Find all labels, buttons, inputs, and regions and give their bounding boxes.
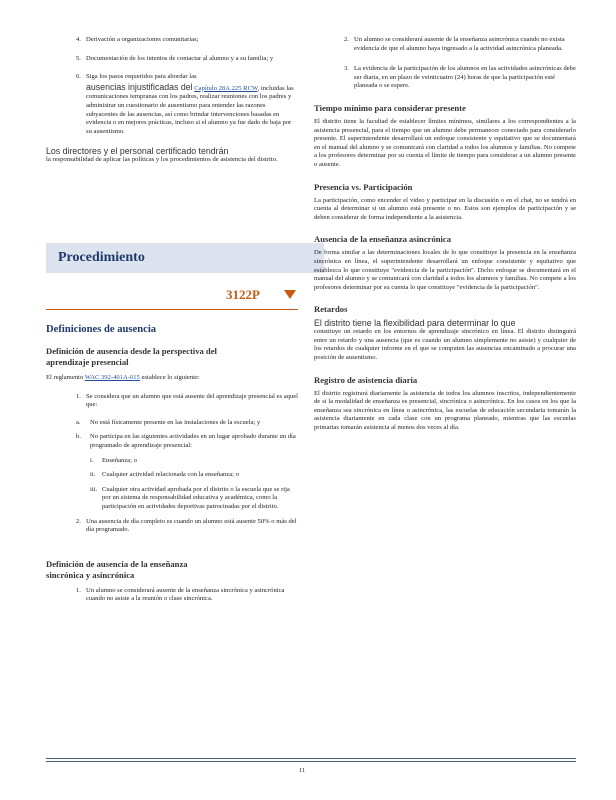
list-text: Un alumno se considerará ausente de la enseñanza asincrónica cuando no exista evidencia de que el alumno haya ingresado a la actividad asincrónica planeada. (354, 36, 565, 52)
section-text: De forma similar a las determinaciones locales de lo que constituye la presencia en la enseñanza sincrónica en línea, el superintendente desarrollará un enfoque consistente y equitativo que establezca lo que constituye "evidencia de la participación". Dicho enfoque se documentará en el manual del alumno y se comunicará con claridad a todos los alumnos y familias. No compete a los profesores determinar por su cuenta lo que constituye "evidencia de la participación". (314, 249, 576, 291)
section-text: El distrito registrará diariamente la asistencia de todos los alumnos inscritos, independientemente de si la modalidad de enseñanza es presencial, sincrónica o asincrónica. En los casos en los que la enseñanza sea sincrónica en línea o asincrónica, las escuelas de educación secundaria tomarán la asistencia diariamente en cada clase con un programa planeado, mientras que las escuelas primarias tomarán asistencia al menos dos veces al día. (314, 389, 576, 432)
list-text: Una ausencia de día completo es cuando un alumno está ausente 50% o más del día programado. (86, 517, 297, 534)
list-text: La evidencia de la participación de los alumnos en las actividades asincrónicas debe ser diaria, en un plazo de veinticuatro (24) horas de que la participación esté planeada o se espere. (354, 65, 576, 90)
list-number: b. (76, 433, 81, 441)
list-item (46, 587, 298, 604)
list-number: 4. (76, 36, 81, 43)
directors-lead: Los directores y el personal certificado tendrán (46, 146, 229, 157)
left-column (46, 36, 298, 165)
list-text: Un alumno se considerará ausente de la enseñanza sincrónica y asincrónica cuando no asiste a la reunión o clase sincrónica. (86, 586, 285, 603)
definitions-heading: Definiciones de ausencia (46, 324, 157, 335)
list-text: No está físicamente presente en las instalaciones de la escuela; y (90, 418, 261, 426)
list-item (46, 55, 298, 64)
list-text: Se considera que un alumno que está ausente del aprendizaje presencial es aquel que: (86, 392, 299, 409)
right-column (314, 36, 576, 433)
list-item (46, 433, 298, 450)
list-item (46, 36, 298, 45)
list-text: Siga los pasos requeridos para abordar las (86, 73, 197, 81)
list-item (46, 457, 298, 466)
list-number: 3. (344, 65, 349, 73)
section-text: El distrito tiene la facultad de establecer límites mínimos, similares a los correspondientes a la asistencia presencial, para el tiempo que un alumno debe permanecer conectado para considerarlo presente. El superintendente desarrollará un enfoque consistente y equitativo que se documentará en el manual del alumno y se comunicará con claridad a todos los alumnos y familias. No compete a los profesores determinar por su cuenta el límite de tiempo para considerar a un alumno presente o ausente. (314, 117, 576, 168)
list-item (314, 65, 576, 91)
list-text: Enseñanza; o (102, 456, 137, 464)
list-text: Documentación de los intentos de contactar al alumno y a su familia; y (86, 54, 274, 62)
list-item (314, 36, 576, 53)
list-number: a. (76, 418, 81, 426)
divider (46, 309, 298, 310)
wac-link[interactable]: WAC 392-401A-015 (84, 374, 140, 381)
list-text: Cualquier otra actividad aprobada por el distrito o la escuela que se rija por un sistema de responsabilidad educativa y académica, como la participación en actividades deportivas patrocinadas por el distrito. (102, 485, 290, 510)
rcw-link[interactable]: Capítulo 28A.225 RCW (194, 84, 258, 92)
list-number: 2. (344, 36, 349, 43)
policy-number: 3122P (226, 287, 260, 302)
directors-text: la responsabilidad de aplicar las políticas y los procedimientos de asistencia del distrito. (46, 156, 278, 164)
list-number: ii. (90, 471, 96, 479)
regulation-text: El reglamento (46, 374, 84, 381)
list-text: No participa en las siguientes actividades en un lugar aprobado durante un día programado de aprendizaje presencial: (90, 433, 296, 449)
section-text: La participación, como encender el video y participar en la discusión o en el chat, no se tendrá en cuenta al determinar si un alumno está presente o no. Estos son ejemplos de participación y se deben considerar de forma independiente a la asistencia. (314, 196, 576, 221)
list-number: 2. (76, 517, 81, 525)
section-heading: Tiempo mínimo para considerar presente (314, 102, 466, 113)
sub-heading: Definición de ausencia de la enseñanza sincrónica y asincrónica (46, 558, 188, 580)
section-lead: El distrito tiene la flexibilidad para determinar lo que (314, 318, 516, 329)
section-text: constituye un retardo en los entornos de aprendizaje sincrónico en línea. El distrito distinguirá entre un retardo y una ausencia (que es cuando un alumno simplemente no asiste) y cualquier de los retardos de cualquier informe en el que se computen las ausencias encaminado a procurar una posición de ausentismo. (314, 328, 576, 362)
triangle-down-icon (284, 290, 296, 299)
list-item (46, 471, 298, 480)
sub-heading: Definición de ausencia desde la perspectiva del aprendizaje presencial (46, 346, 217, 367)
list-item (46, 419, 298, 428)
list-number: i. (90, 456, 94, 464)
definitions-section (46, 324, 298, 613)
regulation-text: establece lo siguiente: (141, 374, 200, 381)
section-heading: Registro de asistencia diaria (314, 374, 418, 385)
footer-rule (46, 761, 576, 762)
list-number: iii. (90, 485, 98, 493)
section-heading: Ausencia de la enseñanza asincrónica (314, 234, 452, 245)
list-item (46, 73, 298, 136)
footer-rule (46, 758, 576, 759)
list-number: 5. (76, 54, 81, 62)
list-item (46, 486, 298, 512)
list-item (46, 393, 298, 410)
list-text-large: ausencias injustificadas del (86, 81, 193, 92)
section-heading: Retardos (314, 304, 348, 315)
page-number: 11 (299, 767, 306, 774)
section-heading: Presencia vs. Participación (314, 181, 413, 192)
list-number: 1. (76, 392, 81, 400)
procedure-title: Procedimiento (58, 250, 145, 265)
list-number: 1. (76, 586, 81, 594)
list-text: Derivación a organizaciones comunitarias; (86, 36, 199, 43)
list-text: Cualquier actividad relacionada con la enseñanza; o (102, 471, 239, 479)
list-text: , incluidas las comunicaciones tempranas con los padres, realizar reuniones con los padres y administrar un cuestionario de ausentismo para entender las razones subyacentes de las ausencias, así como brindar intervenciones basadas en evidencia o en mejores prácticas, incluso si el alumno ya fue dado de baja por su ausentismo. (86, 84, 294, 135)
directors-paragraph (46, 146, 298, 165)
list-item (46, 518, 298, 535)
regulation-line (46, 374, 298, 383)
list-number: 6. (76, 73, 81, 81)
